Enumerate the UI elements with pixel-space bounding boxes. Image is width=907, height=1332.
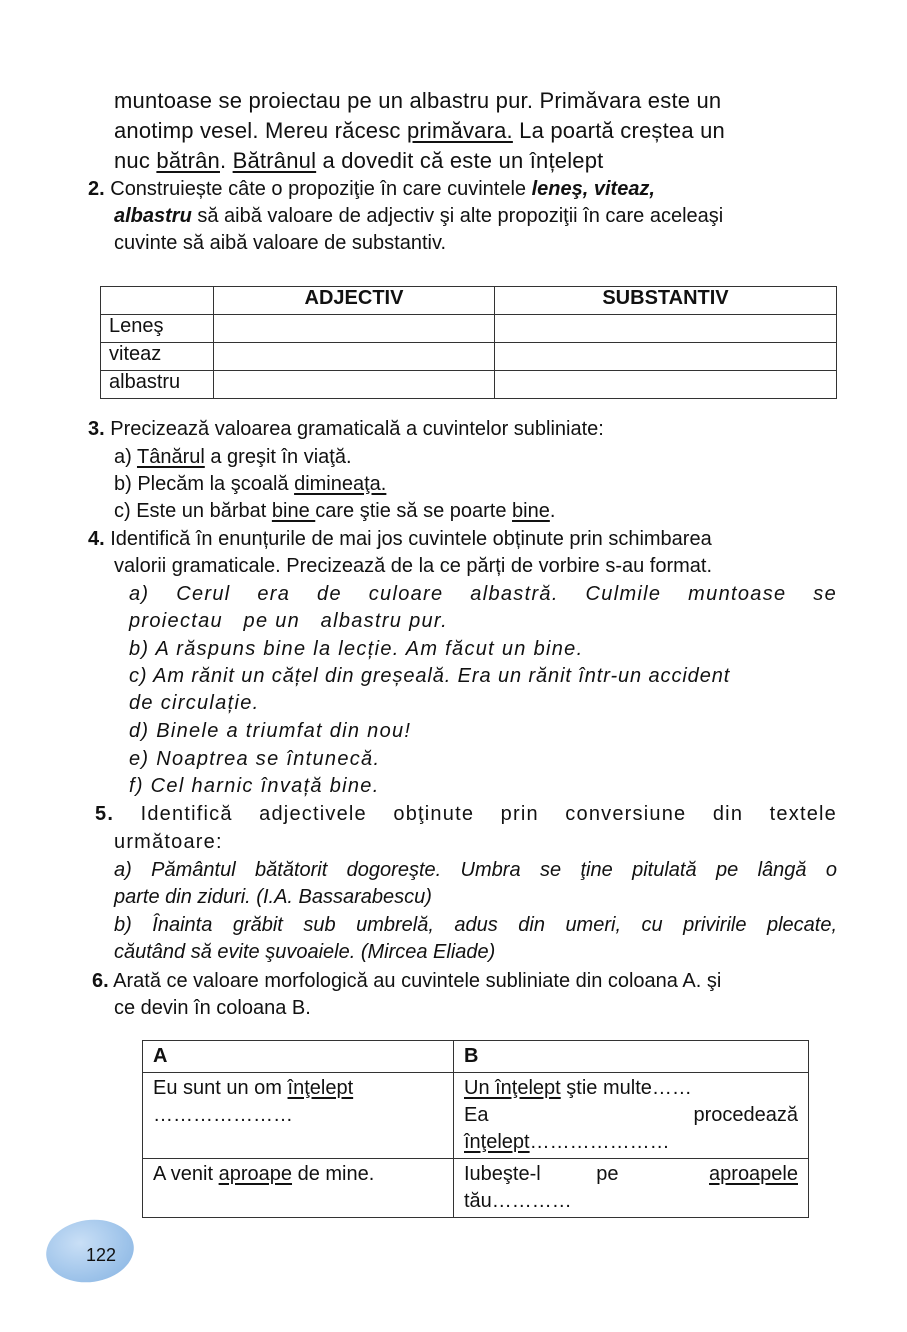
answer-cell[interactable] xyxy=(214,315,495,343)
row-label: albastru xyxy=(101,371,214,399)
exercise-2-line xyxy=(114,205,723,228)
text: . xyxy=(549,500,556,522)
text: nuc xyxy=(114,148,157,173)
row-label: Leneş xyxy=(101,315,214,343)
text: să aibă valoare de adjectiv şi alte propoziţii în care aceleaşi xyxy=(191,205,724,227)
paragraph-line xyxy=(114,148,603,174)
exercise-5-quote: căutând să evite şuvoaiele. (Mircea Eliade) xyxy=(114,941,496,963)
exercise-3-item xyxy=(114,500,555,523)
exercise-3-line xyxy=(88,418,604,441)
text: Identifică adjectivele obţinute prin conversiune din textele xyxy=(114,803,837,825)
answer-cell[interactable] xyxy=(214,343,495,371)
text: Construiește câte o propoziţie în care cuvintele xyxy=(104,178,532,200)
text: A venit xyxy=(153,1163,219,1185)
text: a dovedit că este un înțelept xyxy=(316,148,604,173)
exercise-2-line xyxy=(114,232,446,255)
text: anotimp vesel. Mereu răcesc xyxy=(114,118,407,143)
text: Ea procedează xyxy=(464,1104,798,1126)
exercise-5-quote: b) Înainta grăbit sub umbrelă, adus din umeri, cu privirile plecate, xyxy=(114,914,837,936)
column-b-header: B xyxy=(454,1041,809,1073)
text: Precizează valoarea gramaticală a cuvintelor subliniate: xyxy=(104,418,604,440)
text: a) xyxy=(114,446,137,468)
underlined-word: primăvara. xyxy=(406,118,513,143)
underlined-word: aproapele xyxy=(709,1163,798,1185)
exercise-number: 5. xyxy=(95,803,115,825)
adjective-noun-table xyxy=(100,286,837,399)
exercise-5-line: următoare: xyxy=(114,831,223,853)
answer-cell[interactable] xyxy=(495,315,837,343)
exercise-6-line: ce devin în coloana B. xyxy=(114,997,311,1019)
exercise-number: 2. xyxy=(88,178,105,200)
text: de mine. xyxy=(292,1163,375,1185)
text: . xyxy=(219,148,233,173)
underlined-word: aproape xyxy=(218,1163,293,1185)
paragraph-line xyxy=(114,88,721,114)
exercise-3-item xyxy=(114,446,352,469)
text: a greşit în viaţă. xyxy=(204,446,352,468)
exercise-4-item: c) Am rănit un cățel din greșeală. Era un rănit într-un accident xyxy=(129,665,731,687)
exercise-5-line xyxy=(95,803,837,826)
paragraph-line xyxy=(114,118,725,144)
page-number: 122 xyxy=(86,1245,117,1265)
answer-cell[interactable] xyxy=(214,371,495,399)
underlined-word: înţelept xyxy=(464,1131,530,1153)
morphology-table xyxy=(142,1040,809,1218)
text: valorii gramaticale. Precizează de la ce părți de vorbire s-au format. xyxy=(114,555,713,577)
row-label: viteaz xyxy=(101,343,214,371)
text: Eu sunt un om xyxy=(153,1077,288,1099)
text: La poartă creștea un xyxy=(512,118,725,143)
exercise-4-line xyxy=(114,555,712,578)
underlined-word: bătrân xyxy=(156,148,220,173)
exercise-6-line xyxy=(92,970,721,993)
cell-a xyxy=(143,1073,454,1159)
underlined-word: Un înţelept xyxy=(464,1077,561,1099)
table-row xyxy=(143,1073,809,1159)
text: cuvinte să aibă valoare de substantiv. xyxy=(114,232,447,254)
exercise-5-quote: parte din ziduri. (I.A. Bassarabescu) xyxy=(114,886,432,908)
exercise-4-item: f) Cel harnic învață bine. xyxy=(129,775,380,797)
blank-dots[interactable]: ………………… xyxy=(529,1131,670,1153)
emphasis: leneş, viteaz, xyxy=(531,178,655,200)
exercise-4-item: de circulație. xyxy=(129,692,260,714)
answer-cell[interactable] xyxy=(495,343,837,371)
exercise-4-item: proiectau pe un albastru pur. xyxy=(129,610,448,632)
exercise-number: 4. xyxy=(88,528,105,550)
underlined-word: bine xyxy=(271,500,316,522)
exercise-4-item: b) A răspuns bine la lecție. Am făcut un bine. xyxy=(129,638,584,660)
text: Identifică în enunțurile de mai jos cuvintele obținute prin schimbarea xyxy=(104,528,712,550)
exercise-5-quote: a) Pământul bătătorit dogoreşte. Umbra se ţine pitulată pe lângă o xyxy=(114,859,837,881)
table-row xyxy=(101,371,837,399)
cell-a xyxy=(143,1159,454,1218)
exercise-number: 3. xyxy=(88,418,105,440)
blank-dots[interactable]: ………………… xyxy=(153,1104,293,1126)
exercise-4-item: d) Binele a triumfat din nou! xyxy=(129,720,412,742)
blank-dots[interactable]: ştie multe…… xyxy=(560,1077,692,1099)
table-header-substantiv: SUBSTANTIV xyxy=(495,287,837,315)
column-a-header: A xyxy=(143,1041,454,1073)
blank-dots[interactable]: tău………… xyxy=(464,1190,572,1212)
table-row xyxy=(101,315,837,343)
text: Iubeşte-l pe xyxy=(464,1163,675,1185)
table-header-empty xyxy=(101,287,214,315)
text: care ştie să se poarte xyxy=(315,500,513,522)
text: c) Este un bărbat xyxy=(114,500,272,522)
text: muntoase se proiectau pe un albastru pur. Primăvara este un xyxy=(114,88,722,113)
exercise-4-line xyxy=(88,528,712,551)
answer-cell[interactable] xyxy=(495,371,837,399)
table-row xyxy=(143,1159,809,1218)
exercise-number: 6. xyxy=(92,970,109,992)
cell-b xyxy=(454,1159,809,1218)
emphasis: albastru xyxy=(114,205,192,227)
text: Arată ce valoare morfologică au cuvintele subliniate din coloana A. şi xyxy=(108,970,722,992)
underlined-word: Bătrânul xyxy=(232,148,317,173)
text: b) Plecăm la şcoală xyxy=(114,473,295,495)
exercise-2-line xyxy=(88,178,655,201)
underlined-word: Tânărul xyxy=(136,446,205,468)
cell-b xyxy=(454,1073,809,1159)
underlined-word: bine xyxy=(512,500,550,522)
exercise-4-item: e) Noaptrea se întunecă. xyxy=(129,748,381,770)
underlined-word: înţelept xyxy=(287,1077,354,1099)
underlined-word: dimineaţa. xyxy=(294,473,387,495)
table-header-adjectiv: ADJECTIV xyxy=(214,287,495,315)
exercise-4-item: a) Cerul era de culoare albastră. Culmile muntoase se xyxy=(129,583,837,605)
table-row xyxy=(101,343,837,371)
exercise-3-item xyxy=(114,473,386,496)
